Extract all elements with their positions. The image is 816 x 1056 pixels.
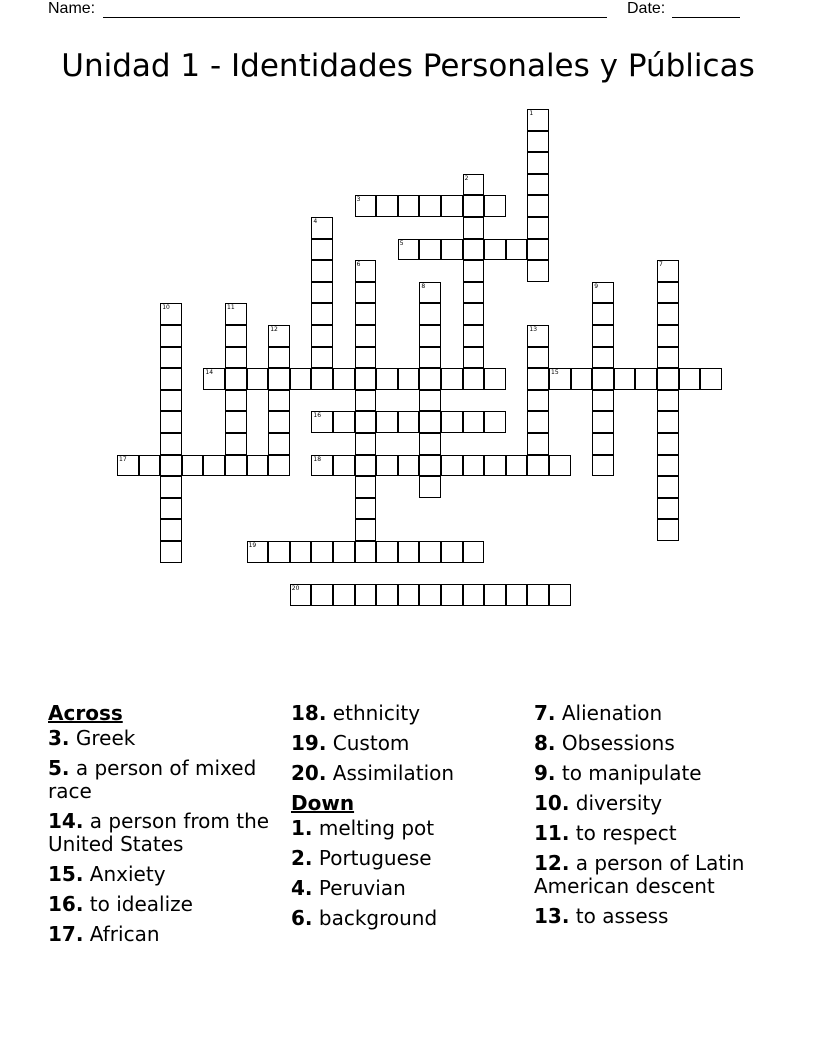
grid-cell[interactable] [592,433,614,455]
grid-cell[interactable] [700,368,722,390]
grid-cell[interactable] [506,455,528,477]
clue-text: to manipulate [555,761,702,785]
grid-cell[interactable] [290,584,312,606]
grid-cell[interactable] [376,411,398,433]
grid-cell[interactable] [160,347,182,369]
clue-num: 11. [534,821,570,845]
grid-cell[interactable] [139,455,161,477]
clue-text: a person of Latin American descent [534,851,745,898]
grid-cell[interactable] [355,260,377,282]
grid-cell[interactable] [441,455,463,477]
grid-cell[interactable] [355,519,377,541]
clue-column-1 [48,702,278,953]
down-heading: Down [291,791,355,815]
clue-text: Assimilation [326,761,455,785]
grid-cell[interactable] [657,519,679,541]
clue-item [291,907,521,930]
grid-cell[interactable] [463,303,485,325]
clue-num: 4. [291,876,313,900]
grid-cell[interactable] [225,455,247,477]
grid-cell[interactable] [311,260,333,282]
grid-cell[interactable] [160,541,182,563]
grid-cell[interactable] [247,541,269,563]
clue-text: Peruvian [312,876,406,900]
clue-number: 20 [291,585,300,593]
grid-cell[interactable] [355,584,377,606]
grid-cell[interactable] [657,498,679,520]
clue-num: 17. [48,922,84,946]
grid-cell[interactable] [311,584,333,606]
clue-column-3 [534,702,764,935]
grid-cell[interactable] [463,584,485,606]
clue-item [48,923,278,946]
grid-cell[interactable] [441,195,463,217]
grid-cell[interactable] [398,584,420,606]
grid-cell[interactable] [527,347,549,369]
clue-num: 10. [534,791,570,815]
grid-cell[interactable] [268,455,290,477]
grid-cell[interactable] [657,368,679,390]
grid-cell[interactable] [419,368,441,390]
grid-cell[interactable] [463,411,485,433]
clue-num: 12. [534,851,570,875]
grid-cell[interactable] [484,368,506,390]
grid-cell[interactable] [527,455,549,477]
grid-cell[interactable] [592,411,614,433]
clue-item [534,702,764,725]
grid-cell[interactable] [225,433,247,455]
grid-cell[interactable] [441,368,463,390]
clue-num: 18. [291,701,327,725]
grid-cell[interactable] [527,131,549,153]
grid-cell[interactable] [225,390,247,412]
grid-cell[interactable] [549,368,571,390]
grid-cell[interactable] [311,325,333,347]
grid-cell[interactable] [225,347,247,369]
clue-text: to idealize [83,892,193,916]
grid-cell[interactable] [441,584,463,606]
grid-cell[interactable] [419,325,441,347]
page-title: Unidad 1 - Identidades Personales y Públicas [61,48,755,84]
grid-cell[interactable] [527,368,549,390]
grid-cell[interactable] [463,239,485,261]
grid-cell[interactable] [311,411,333,433]
grid-cell[interactable] [160,476,182,498]
clue-number: 11 [227,304,235,312]
grid-cell[interactable] [549,455,571,477]
date-label: Date: [627,0,666,17]
grid-cell[interactable] [657,433,679,455]
clue-number: 13 [529,326,538,333]
grid-cell[interactable] [355,498,377,520]
grid-cell[interactable] [484,455,506,477]
grid-cell[interactable] [419,239,441,261]
grid-cell[interactable] [160,433,182,455]
grid-cell[interactable] [463,217,485,239]
grid-cell[interactable] [160,519,182,541]
grid-cell[interactable] [657,455,679,477]
clue-text: to respect [569,821,677,845]
grid-cell[interactable] [592,282,614,304]
grid-cell[interactable] [419,584,441,606]
clue-item [534,905,764,928]
grid-cell[interactable] [592,347,614,369]
grid-cell[interactable] [355,347,377,369]
grid-cell[interactable] [355,390,377,412]
grid-cell[interactable] [419,433,441,455]
name-label: Name: [48,0,96,17]
grid-cell[interactable] [398,195,420,217]
clue-text: Portuguese [312,846,432,870]
clue-number: 6 [356,261,361,269]
grid-cell[interactable] [355,368,377,390]
grid-cell[interactable] [527,325,549,347]
grid-cell[interactable] [225,411,247,433]
grid-cell[interactable] [225,368,247,390]
grid-cell[interactable] [419,347,441,369]
clue-column-2 [291,702,521,937]
clue-text: Anxiety [83,862,166,886]
grid-cell[interactable] [355,282,377,304]
grid-cell[interactable] [398,239,420,261]
grid-cell[interactable] [268,433,290,455]
grid-cell[interactable] [463,455,485,477]
clue-number: 8 [421,282,426,290]
grid-cell[interactable] [311,541,333,563]
grid-cell[interactable] [160,498,182,520]
grid-cell[interactable] [311,239,333,261]
clue-item [291,762,521,785]
clue-num: 16. [48,892,84,916]
grid-cell[interactable] [268,347,290,369]
clue-text: melting pot [312,816,435,840]
grid-cell[interactable] [290,368,312,390]
grid-cell[interactable] [484,584,506,606]
grid-cell[interactable] [376,541,398,563]
grid-cell[interactable] [527,411,549,433]
grid-cell[interactable] [527,174,549,196]
grid-cell[interactable] [203,455,225,477]
grid-cell[interactable] [484,195,506,217]
grid-cell[interactable] [268,411,290,433]
clue-number: 18 [313,455,322,463]
grid-cell[interactable] [333,368,355,390]
clue-num: 1. [291,816,313,840]
clue-num: 13. [534,904,570,928]
grid-cell[interactable] [268,368,290,390]
grid-cell[interactable] [398,368,420,390]
clue-text: a person of mixed race [48,756,257,803]
clue-num: 15. [48,862,84,886]
clue-number: 4 [313,218,318,225]
clue-num: 8. [534,731,556,755]
grid-cell[interactable] [311,455,333,477]
clue-num: 6. [291,906,313,930]
grid-cell[interactable] [376,195,398,217]
clue-text: background [312,906,438,930]
grid-cell[interactable] [592,455,614,477]
grid-cell[interactable] [419,411,441,433]
grid-cell[interactable] [268,390,290,412]
clue-item [48,810,278,856]
clue-item [291,847,521,870]
grid-cell[interactable] [463,325,485,347]
grid-cell[interactable] [592,303,614,325]
clue-num: 20. [291,761,327,785]
grid-cell[interactable] [398,455,420,477]
clue-number: 14 [205,369,214,377]
clue-number: 1 [529,110,534,117]
clue-text: Custom [326,731,410,755]
grid-cell[interactable] [635,368,657,390]
grid-cell[interactable] [527,390,549,412]
clue-item [291,817,521,840]
grid-cell[interactable] [657,476,679,498]
clue-number: 10 [162,304,170,312]
clue-num: 2. [291,846,313,870]
grid-cell[interactable] [247,368,269,390]
grid-cell[interactable] [419,541,441,563]
grid-cell[interactable] [355,455,377,477]
clue-text: Alienation [555,701,663,725]
grid-cell[interactable] [657,347,679,369]
grid-cell[interactable] [419,303,441,325]
clue-num: 19. [291,731,327,755]
grid-cell[interactable] [527,217,549,239]
grid-cell[interactable] [549,584,571,606]
grid-cell[interactable] [463,368,485,390]
clue-number: 15 [551,369,559,377]
grid-cell[interactable] [614,368,636,390]
clue-number: 7 [659,261,663,269]
grid-cell[interactable] [355,411,377,433]
grid-cell[interactable] [463,347,485,369]
grid-cell[interactable] [657,282,679,304]
grid-cell[interactable] [441,541,463,563]
grid-cell[interactable] [441,239,463,261]
grid-cell[interactable] [592,325,614,347]
grid-cell[interactable] [117,455,139,477]
grid-cell[interactable] [355,195,377,217]
grid-cell[interactable] [311,368,333,390]
clue-num: 5. [48,756,70,780]
grid-cell[interactable] [268,541,290,563]
grid-cell[interactable] [398,541,420,563]
grid-cell[interactable] [160,368,182,390]
clue-item [48,893,278,916]
grid-cell[interactable] [441,411,463,433]
grid-cell[interactable] [160,390,182,412]
clue-item [291,702,521,725]
grid-cell[interactable] [247,455,269,477]
across-heading: Across [48,701,123,725]
grid-cell[interactable] [311,303,333,325]
grid-cell[interactable] [419,476,441,498]
clue-text: African [83,922,160,946]
grid-cell[interactable] [463,174,485,196]
clue-text: ethnicity [326,701,421,725]
grid-cell[interactable] [657,303,679,325]
grid-cell[interactable] [463,541,485,563]
grid-cell[interactable] [333,541,355,563]
grid-cell[interactable] [419,195,441,217]
grid-cell[interactable] [506,584,528,606]
grid-cell[interactable] [311,217,333,239]
grid-cell[interactable] [268,325,290,347]
grid-cell[interactable] [333,411,355,433]
grid-cell[interactable] [657,390,679,412]
grid-cell[interactable] [355,476,377,498]
clue-item [534,732,764,755]
clue-number: 5 [399,239,404,247]
clue-item [291,732,521,755]
grid-cell[interactable] [376,455,398,477]
grid-cell[interactable] [203,368,225,390]
grid-cell[interactable] [419,282,441,304]
grid-cell[interactable] [355,325,377,347]
grid-cell[interactable] [333,455,355,477]
grid-cell[interactable] [484,411,506,433]
grid-cell[interactable] [527,109,549,131]
grid-cell[interactable] [355,541,377,563]
clue-text: diversity [569,791,663,815]
grid-cell[interactable] [592,368,614,390]
grid-cell[interactable] [571,368,593,390]
clue-number: 16 [313,412,322,420]
grid-cell[interactable] [657,325,679,347]
grid-cell[interactable] [527,195,549,217]
clue-text: Greek [69,726,136,750]
grid-cell[interactable] [463,260,485,282]
clue-item [48,727,278,750]
grid-cell[interactable] [376,368,398,390]
grid-cell[interactable] [333,584,355,606]
clue-number: 9 [594,282,599,290]
grid-cell[interactable] [679,368,701,390]
clue-text: a person from the United States [48,809,270,856]
grid-cell[interactable] [527,433,549,455]
clue-item [48,757,278,803]
grid-cell[interactable] [376,584,398,606]
clue-item [534,822,764,845]
clue-text: Obsessions [555,731,675,755]
clue-number: 12 [270,326,278,333]
grid-cell[interactable] [506,239,528,261]
clue-num: 9. [534,761,556,785]
clue-item [48,863,278,886]
clue-item [534,852,764,898]
grid-cell[interactable] [419,455,441,477]
clue-number: 17 [119,455,127,463]
grid-cell[interactable] [311,282,333,304]
grid-cell[interactable] [160,325,182,347]
clue-num: 3. [48,726,70,750]
grid-cell[interactable] [484,239,506,261]
grid-cell[interactable] [463,195,485,217]
clue-number: 2 [464,174,469,182]
clue-text: to assess [569,904,669,928]
clue-number: 19 [248,542,257,549]
grid-cell[interactable] [225,325,247,347]
grid-cell[interactable] [527,152,549,174]
grid-cell[interactable] [657,411,679,433]
grid-cell[interactable] [290,541,312,563]
grid-cell[interactable] [160,455,182,477]
grid-cell[interactable] [160,411,182,433]
clue-num: 7. [534,701,556,725]
grid-cell[interactable] [398,411,420,433]
grid-cell[interactable] [160,303,182,325]
grid-cell[interactable] [592,390,614,412]
grid-cell[interactable] [419,390,441,412]
clue-num: 14. [48,809,84,833]
grid-cell[interactable] [527,260,549,282]
grid-cell[interactable] [225,303,247,325]
grid-cell[interactable] [527,584,549,606]
grid-cell[interactable] [463,282,485,304]
grid-cell[interactable] [311,347,333,369]
grid-cell[interactable] [657,260,679,282]
clue-item [534,792,764,815]
clue-number: 3 [356,196,361,204]
grid-cell[interactable] [355,303,377,325]
clue-item [534,762,764,785]
grid-cell[interactable] [182,455,204,477]
grid-cell[interactable] [355,433,377,455]
clue-item [291,877,521,900]
grid-cell[interactable] [527,239,549,261]
